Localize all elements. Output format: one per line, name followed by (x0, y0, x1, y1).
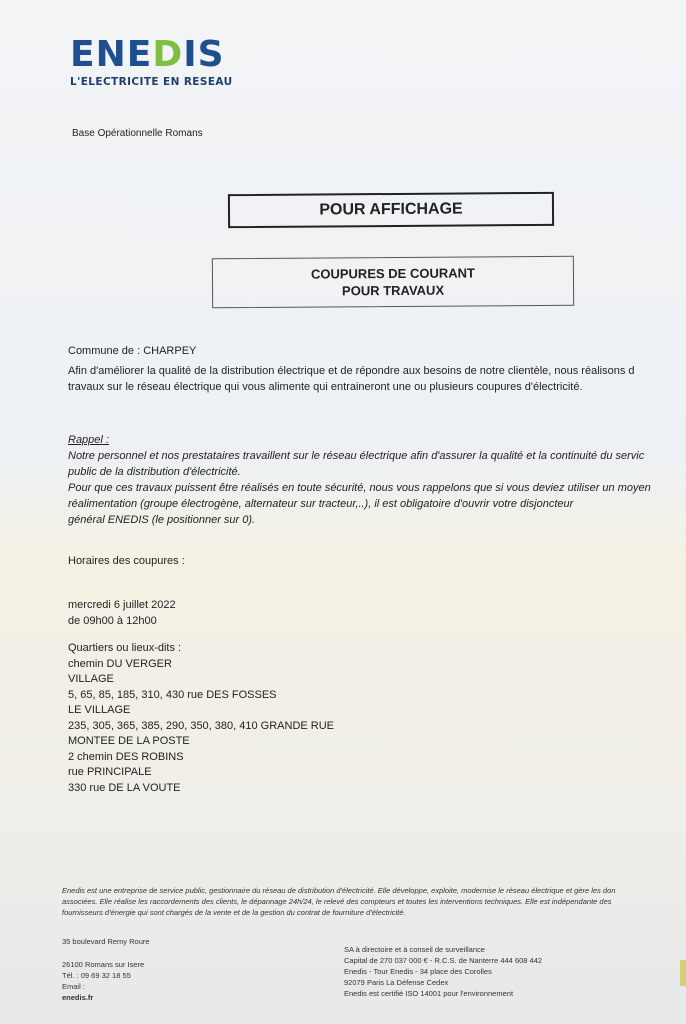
outage-heading-box (212, 256, 574, 309)
intro-paragraph (68, 363, 635, 395)
list-item: chemin DU VERGER (68, 657, 172, 670)
list-item: MONTEE DE LA POSTE (68, 735, 190, 747)
list-item: 235, 305, 365, 385, 290, 350, 380, 410 GRANDE RUE (68, 719, 335, 732)
list-item: 2 chemin DES ROBINS (68, 750, 184, 763)
company-line: Capital de 270 037 000 € - R.C.S. de Nanterre 444 608 442 (344, 956, 543, 965)
logo-tagline: L'ELECTRICITE EN RESEAU (70, 76, 233, 88)
rappel-line: général ENEDIS (le positionner sur 0). (68, 514, 256, 526)
intro-line: Afin d'améliorer la qualité de la distribution électrique et de répondre aux besoins de notre clientèle, nous réalisons d (68, 365, 635, 377)
rappel-line: public de la distribution d'électricité. (68, 466, 241, 478)
footer-line: associées. Elle réalise les raccordements des clients, le dépannage 24h/24, le relevé des compteurs et toutes les interventions techniques. Elle est indépendante des (62, 897, 612, 906)
list-item: VILLAGE (68, 673, 114, 685)
rappel-block (68, 432, 651, 528)
rappel-line: Pour que ces travaux puissent être réalisés en toute sécurité, nous vous rappelons que si vous deviez utiliser un moyen (68, 482, 651, 494)
quartiers-list (68, 641, 334, 796)
intro-line: travaux sur le réseau électrique qui vous alimente qui entraineront une ou plusieurs coupures d'électricité. (68, 381, 583, 393)
outage-date: mercredi 6 juillet 2022 (68, 599, 176, 611)
footer-company-info (344, 944, 542, 999)
address-site: enedis.fr (62, 993, 94, 1002)
rappel-line: Notre personnel et nos prestataires travaillent sur le réseau électrique afin d'assurer la qualité et la continuité du servic (68, 450, 645, 462)
notice-heading-box (228, 192, 554, 228)
outage-hours: de 09h00 à 12h00 (68, 615, 157, 627)
quartiers-label: Quartiers ou lieux-dits : (68, 642, 182, 654)
base-label: Base Opérationnelle Romans (72, 128, 203, 139)
list-item: 5, 65, 85, 185, 310, 430 rue DES FOSSES (68, 688, 277, 701)
footer-disclaimer (62, 885, 615, 918)
rappel-line: réalimentation (groupe électrogène, alternateur sur tracteur,..), il est obligatoire d'ouvrir votre disjoncteur (68, 498, 574, 510)
company-line: 92079 Paris La Défense Cedex (344, 978, 449, 987)
commune-line: Commune de : CHARPEY (68, 345, 197, 357)
address-city: 26100 Romans sur Isere (62, 960, 145, 969)
company-line: Enedis est certifié ISO 14001 pour l'environnement (344, 989, 514, 998)
list-item: LE VILLAGE (68, 704, 131, 716)
footer-address (62, 936, 150, 1003)
horaires-label: Horaires des coupures : (68, 555, 185, 567)
address-email: Email : (62, 982, 85, 991)
outage-heading-line2: POUR TRAVAUX (341, 282, 445, 299)
list-item: rue PRINCIPALE (68, 766, 152, 778)
company-line: SA à directoire et à conseil de surveillance (344, 945, 485, 954)
company-line: Enedis - Tour Enedis - 34 place des Corolles (344, 967, 492, 976)
footer-line: fournisseurs d'énergie qui sont chargés de la vente et de la gestion du contrat de fourniture d'électricité. (62, 908, 406, 917)
address-tel: Tél. : 09 69 32 18 55 (62, 971, 131, 980)
footer-line: Enedis est une entreprise de service public, gestionnaire du réseau de distribution d'électricité. Elle développe, exploite, modernise le réseau électrique et gère les don (62, 886, 616, 895)
enedis-logo (70, 36, 233, 88)
edge-mark (680, 960, 686, 986)
outage-schedule (68, 597, 176, 629)
list-item: 330 rue DE LA VOUTE (68, 781, 181, 794)
notice-heading: POUR AFFICHAGE (319, 200, 463, 219)
rappel-title: Rappel : (68, 434, 109, 446)
address-street: 35 boulevard Remy Roure (62, 937, 150, 946)
outage-heading-line1: COUPURES DE COURANT (310, 265, 475, 282)
logo-wordmark: ENEDIS (70, 34, 225, 75)
